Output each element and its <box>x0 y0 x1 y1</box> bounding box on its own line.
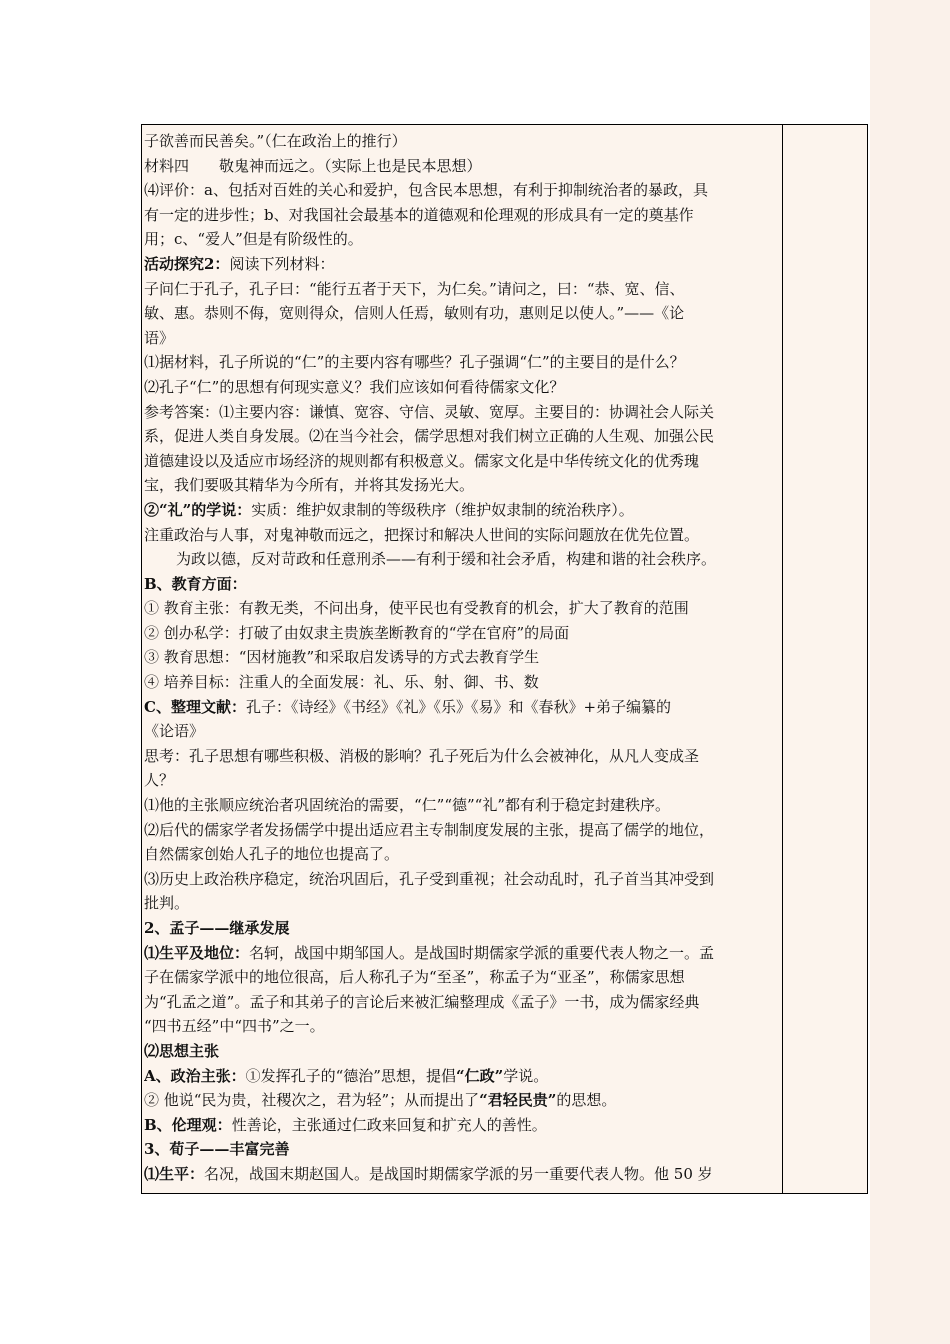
text-run: 名况，战国末期赵国人。是战国时期儒家学派的另一重要代表人物。他 50 岁 <box>204 1164 713 1183</box>
document-table <box>141 124 868 1194</box>
text-line <box>144 670 780 695</box>
text-line <box>144 621 780 646</box>
text-run: ⑷评价：a、包括对百姓的关心和爱护，包含民本思想，有利于抑制统治者的暴政，具 <box>144 181 708 200</box>
text-line <box>144 645 780 670</box>
text-run: 系，促进人类自身发展。⑵在当今社会，儒学思想对我们树立正确的人生观、加强公民 <box>144 427 715 446</box>
text-line <box>144 793 780 818</box>
text-line <box>144 1014 780 1039</box>
text-line <box>144 154 780 179</box>
text-run: 敏、惠。恭则不侮，宽则得众，信则人任焉，敏则有功，惠则足以使人。”——《论 <box>144 304 685 323</box>
text-line <box>144 1039 780 1064</box>
text-line <box>144 350 780 375</box>
text-run: 实质：维护奴隶制的等级秩序（维护奴隶制的统治秩序）。 <box>251 500 634 519</box>
text-run: 子问仁于孔子，孔子曰：“能行五者于天下，为仁矣。”请问之，曰：“恭、宽、信、 <box>144 279 685 298</box>
content-cell <box>144 129 780 1187</box>
text-line <box>144 719 780 744</box>
text-run: ⑵孔子“仁”的思想有何现实意义？我们应该如何看待儒家文化？ <box>144 377 565 396</box>
text-line <box>144 449 780 474</box>
bold-run: “君轻民贵” <box>479 1091 557 1110</box>
bold-run: B、教育方面： <box>144 574 247 593</box>
text-line <box>144 941 780 966</box>
column-divider <box>782 125 783 1193</box>
bold-run: 2、孟子——继承发展 <box>144 919 290 937</box>
text-run: ①发挥孔子的“德治”思想，提倡 <box>245 1066 456 1085</box>
text-line <box>144 842 780 867</box>
text-line <box>144 1113 780 1138</box>
text-run: 为政以德，反对苛政和任意刑杀——有利于缓和社会矛盾，构建和谐的社会秩序。 <box>176 550 717 569</box>
text-run: 语》 <box>144 328 175 347</box>
text-run: ④ 培养目标：注重人的全面发展：礼、乐、射、御、书、数 <box>144 673 539 692</box>
text-run: ① 教育主张：有教无类，不问出身，使平民也有受教育的机会，扩大了教育的范围 <box>144 599 689 618</box>
text-line <box>144 301 780 326</box>
text-run: 宝，我们要吸其精华为今所有，并将其发扬光大。 <box>144 476 475 495</box>
text-line <box>144 916 780 941</box>
text-line <box>144 424 780 449</box>
text-line <box>144 1088 780 1113</box>
text-run: 名轲，战国中期邹国人。是战国时期儒家学派的重要代表人物之一。孟 <box>249 943 715 962</box>
text-line <box>144 744 780 769</box>
bold-run: 活动探究2： <box>144 254 230 273</box>
text-run: ⑴据材料，孔子所说的“仁”的主要内容有哪些？孔子强调“仁”的主要目的是什么？ <box>144 353 685 372</box>
text-line <box>144 867 780 892</box>
text-line <box>144 990 780 1015</box>
text-line <box>144 1064 780 1089</box>
bold-run: ⑴生平及地位： <box>144 943 250 962</box>
text-line <box>144 326 780 351</box>
text-run: 道德建设以及适应市场经济的规则都有积极意义。儒家文化是中华传统文化的优秀瑰 <box>144 451 700 470</box>
text-line <box>144 473 780 498</box>
text-line <box>144 572 780 597</box>
text-run: 阅读下列材料： <box>229 254 335 273</box>
text-run: 批判。 <box>144 894 190 913</box>
text-line <box>144 129 780 154</box>
text-run: ② 创办私学：打破了由奴隶主贵族垄断教育的“学在官府”的局面 <box>144 623 570 642</box>
text-run: 性善论，主张通过仁政来回复和扩充人的善性。 <box>231 1115 547 1134</box>
text-run: ⑶历史上政治秩序稳定，统治巩固后，孔子受到重视；社会动乱时，孔子首当其冲受到 <box>144 869 715 888</box>
bold-run: B、伦理观： <box>144 1115 232 1134</box>
bold-run: A、政治主张： <box>144 1066 246 1085</box>
text-line <box>144 1137 780 1162</box>
text-run: 孔子：《诗经》《书经》《礼》《乐》《易》和《春秋》+弟子编纂的 <box>245 697 672 716</box>
text-run: 为“孔孟之道”。孟子和其弟子的言论后来被汇编整理成《孟子》一书，成为儒家经典 <box>144 992 700 1011</box>
text-line <box>144 523 780 548</box>
bold-run: ⑴生平： <box>144 1164 205 1183</box>
text-line <box>144 695 780 720</box>
text-run: 学说。 <box>503 1066 549 1085</box>
text-line <box>144 498 780 523</box>
text-run: 子欲善而民善矣。”（仁在政治上的推行） <box>144 132 407 150</box>
text-line <box>144 547 780 572</box>
text-line <box>144 375 780 400</box>
text-line <box>144 965 780 990</box>
text-run: 用；c、“爱人”但是有阶级性的。 <box>144 230 363 249</box>
bold-run: “仁政” <box>455 1066 504 1085</box>
bold-run: ②“礼”的学说： <box>144 500 252 519</box>
text-line <box>144 227 780 252</box>
text-run: ③ 教育思想：“因材施教”和采取启发诱导的方式去教育学生 <box>144 648 540 667</box>
text-run: 注重政治与人事，对鬼神敬而远之，把探讨和解决人世间的实际问题放在优先位置。 <box>144 525 700 544</box>
text-run: 参考答案：⑴主要内容：谦慎、宽容、守信、灵敏、宽厚。主要目的：协调社会人际关 <box>144 402 715 421</box>
bold-run: C、整理文献： <box>144 697 246 716</box>
text-run: “四书五经”中“四书”之一。 <box>144 1017 325 1036</box>
text-run: 自然儒家创始人孔子的地位也提高了。 <box>144 845 400 864</box>
text-line <box>144 178 780 203</box>
text-line <box>144 891 780 916</box>
text-run: ② 他说“民为贵，社稷次之，君为轻”；从而提出了 <box>144 1091 480 1110</box>
text-line <box>144 252 780 277</box>
text-line <box>144 596 780 621</box>
bold-run: ⑵思想主张 <box>144 1041 220 1060</box>
text-run: 的思想。 <box>556 1091 617 1110</box>
bold-run: 3、荀子——丰富完善 <box>144 1140 290 1159</box>
text-run: ⑴他的主张顺应统治者巩固统治的需要，“仁”“德”“礼”都有利于稳定封建秩序。 <box>144 796 671 815</box>
page-margin-strip <box>870 0 950 1344</box>
text-run: 材料四 敬鬼神而远之。（实际上也是民本思想） <box>144 156 482 175</box>
text-line <box>144 400 780 425</box>
text-run: 子在儒家学派中的地位很高，后人称孔子为“至圣”，称孟子为“亚圣”，称儒家思想 <box>144 968 685 987</box>
text-line <box>144 277 780 302</box>
text-line <box>144 203 780 228</box>
text-run: 《论语》 <box>144 722 205 741</box>
text-run: 人？ <box>144 771 175 790</box>
text-run: 思考：孔子思想有哪些积极、消极的影响？孔子死后为什么会被神化，从凡人变成圣 <box>144 746 700 765</box>
text-line <box>144 768 780 793</box>
text-line <box>144 1162 780 1187</box>
text-run: 有一定的进步性；b、对我国社会最基本的道德观和伦理观的形成具有一定的奠基作 <box>144 205 694 224</box>
text-line <box>144 818 780 843</box>
text-run: ⑵后代的儒家学者发扬儒学中提出适应君主专制制度发展的主张，提高了儒学的地位， <box>144 820 715 839</box>
